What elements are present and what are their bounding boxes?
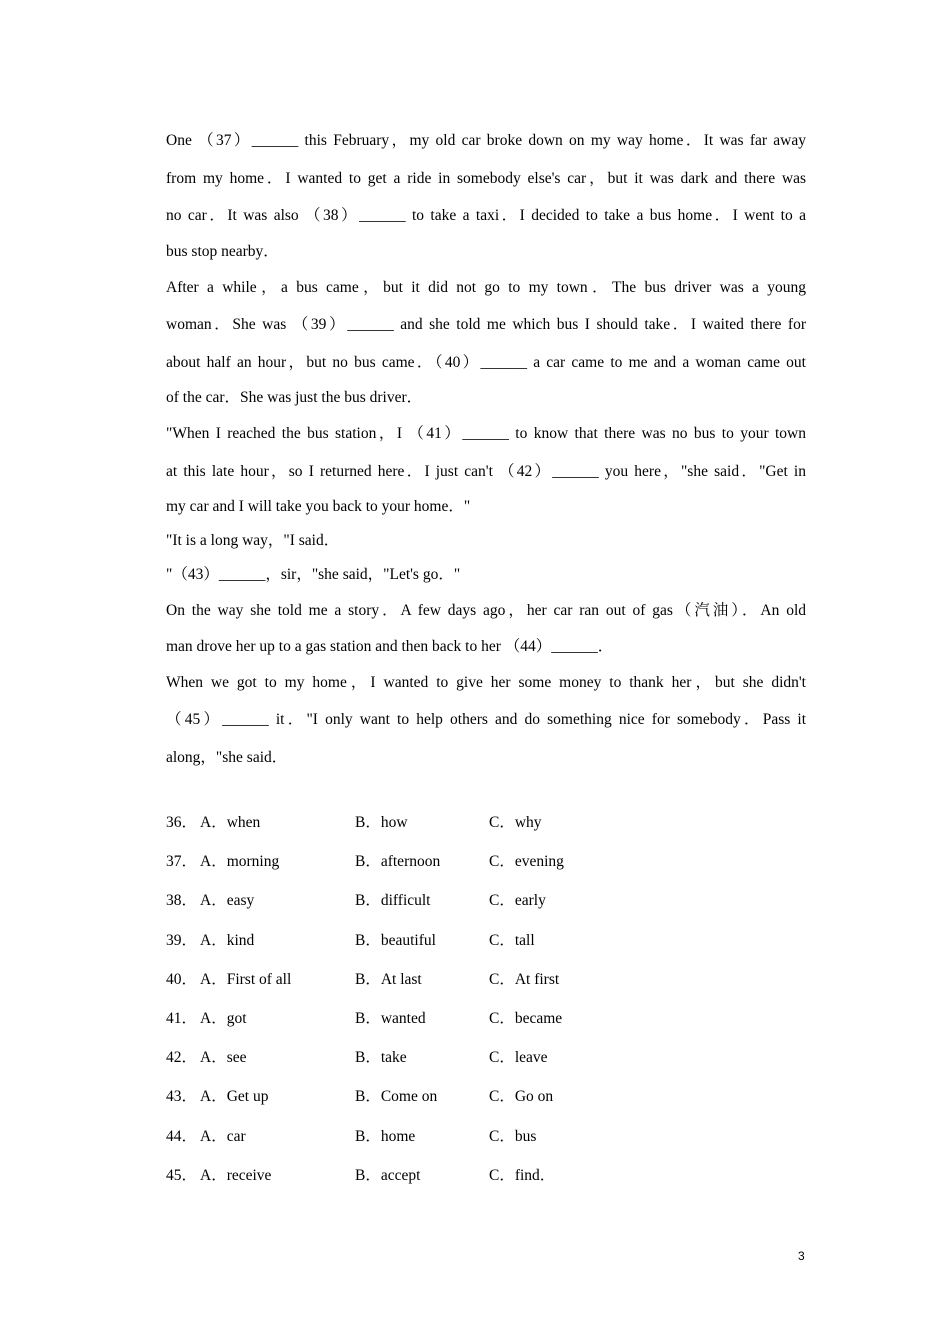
- question-number: 44．: [166, 1127, 198, 1145]
- question-row: [166, 967, 806, 1006]
- passage-paragraph: [166, 558, 806, 592]
- question-number: 38．: [166, 892, 198, 910]
- question-row: [166, 1006, 806, 1045]
- passage-paragraph: [166, 664, 806, 777]
- option-c: C．early: [489, 892, 546, 910]
- question-number: 37．: [166, 853, 198, 871]
- option-c: C．why: [489, 814, 542, 831]
- question-number: 43．: [166, 1088, 198, 1106]
- passage-line: "When I reached the bus station，I （41）______ to know that there was no bus to your town: [166, 425, 806, 442]
- passage-paragraph: [166, 415, 806, 524]
- question-row: [166, 928, 806, 967]
- option-a: A．kind: [200, 931, 255, 949]
- option-c: C．bus: [489, 1127, 537, 1145]
- passage-line: （45）______ it．"I only want to help others and do something nice for somebody．Pass it: [166, 711, 806, 728]
- passage-line: of the car．She was just the bus driver．: [166, 389, 423, 406]
- option-c: C．evening: [489, 853, 564, 871]
- question-row: [166, 1045, 806, 1084]
- question-row: [166, 888, 806, 927]
- option-b: B．wanted: [355, 1009, 426, 1027]
- option-a: A．First of all: [200, 970, 292, 988]
- question-row: [166, 810, 806, 849]
- option-a: A．morning: [200, 853, 280, 871]
- option-c: C．find．: [489, 1166, 556, 1184]
- option-a: A．receive: [200, 1166, 272, 1184]
- option-a: A．car: [200, 1127, 246, 1145]
- option-b: B．take: [355, 1049, 407, 1067]
- option-c: C．At first: [489, 970, 560, 988]
- option-a: A．got: [200, 1009, 247, 1027]
- answer-options: [166, 810, 806, 1202]
- question-number: 39．: [166, 931, 198, 949]
- option-b: B．beautiful: [355, 931, 436, 949]
- option-a: A．easy: [200, 892, 255, 910]
- passage-line: When we got to my home，I wanted to give her some money to thank her，but she didn't: [166, 673, 806, 691]
- passage-line: my car and I will take you back to your home．": [166, 498, 471, 515]
- passage-line: no car．It was also （38）______ to take a taxi．I decided to take a bus home．I went to a: [166, 207, 806, 224]
- question-number: 40．: [166, 970, 198, 988]
- option-c: C．leave: [489, 1049, 548, 1067]
- option-b: B．home: [355, 1127, 416, 1145]
- passage-paragraph: [166, 592, 806, 664]
- question-number: 41．: [166, 1009, 198, 1027]
- option-b: B．difficult: [355, 892, 431, 910]
- passage-paragraph: [166, 524, 806, 558]
- option-b: B．accept: [355, 1166, 421, 1184]
- option-a: A．see: [200, 1049, 247, 1067]
- cloze-passage: [166, 122, 806, 776]
- passage-line: along，"she said．: [166, 748, 288, 766]
- question-row: [166, 849, 806, 888]
- passage-line: One （37）______ this February，my old car broke down on my way home．It was far away: [166, 132, 807, 149]
- passage-line: "（43）______，sir，"she said，"Let's go．": [166, 566, 461, 583]
- option-a: A．when: [200, 814, 261, 831]
- question-number: 42．: [166, 1049, 198, 1067]
- option-b: B．At last: [355, 970, 422, 988]
- question-number: 45．: [166, 1166, 198, 1184]
- option-c: C．became: [489, 1009, 563, 1027]
- passage-paragraph: [166, 122, 806, 269]
- option-b: B．how: [355, 814, 408, 831]
- passage-line: "It is a long way，"I said．: [166, 532, 340, 549]
- passage-line: man drove her up to a gas station and then back to her （44）______．: [166, 637, 614, 655]
- option-a: A．Get up: [200, 1088, 269, 1106]
- question-number: 36．: [166, 814, 198, 831]
- passage-line: After a while，a bus came，but it did not go to my town．The bus driver was a young: [166, 278, 806, 296]
- passage-line: bus stop nearby．: [166, 242, 279, 260]
- option-c: C．Go on: [489, 1088, 554, 1106]
- page-number: 3: [798, 1249, 805, 1263]
- question-row: [166, 1084, 806, 1123]
- passage-line: at this late hour，so I returned here．I just can't （42）______ you here，"she said．"Get in: [166, 462, 806, 480]
- passage-line: from my home．I wanted to get a ride in somebody else's car，but it was dark and there was: [166, 169, 806, 187]
- question-row: [166, 1124, 806, 1163]
- passage-line: about half an hour，but no bus came．（40）______ a car came to me and a woman came out: [166, 353, 806, 371]
- option-b: B．Come on: [355, 1088, 438, 1106]
- option-b: B．afternoon: [355, 853, 441, 871]
- option-c: C．tall: [489, 931, 535, 949]
- question-row: [166, 1163, 806, 1202]
- passage-line: woman．She was （39）______ and she told me which bus I should take．I waited there for: [166, 316, 806, 333]
- passage-paragraph: [166, 269, 806, 416]
- passage-line: On the way she told me a story．A few days ago，her car ran out of gas（汽油）．An old: [166, 602, 806, 619]
